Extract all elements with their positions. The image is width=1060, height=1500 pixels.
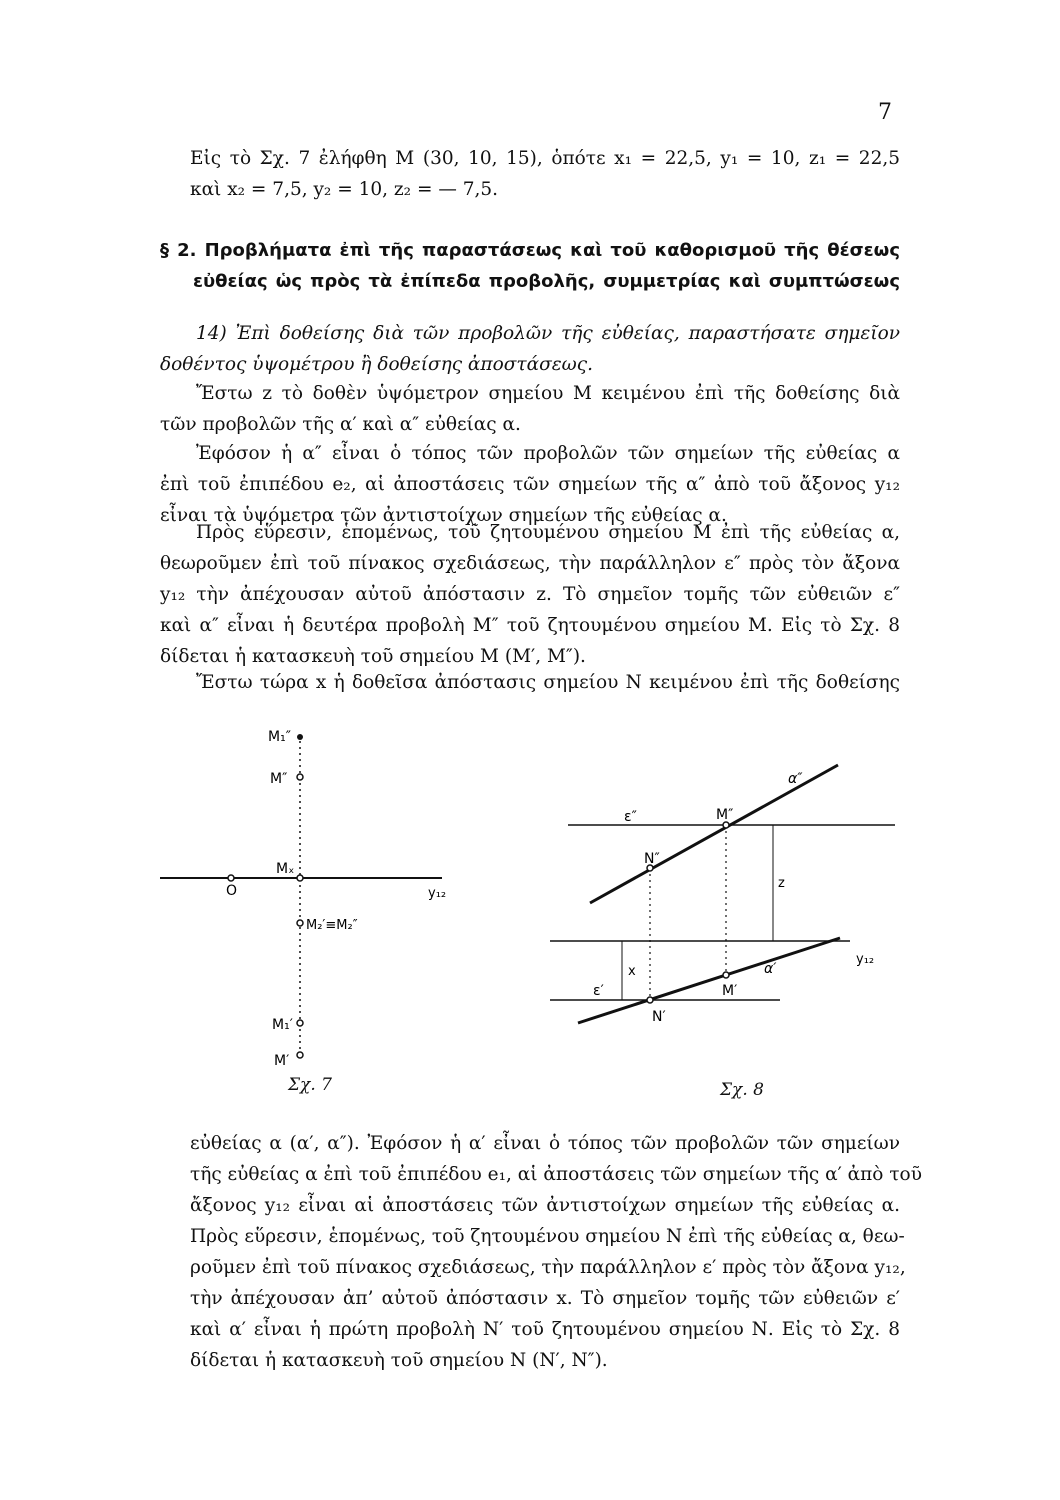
text-line: δίδεται ἡ κατασκευὴ τοῦ σημείου Ν (Ν′, Ν″). bbox=[190, 1350, 608, 1371]
paragraph-6 bbox=[190, 1128, 922, 1376]
point-m1p bbox=[297, 1020, 303, 1026]
text-line: δίδεται ἡ κατασκευὴ τοῦ σημείου Μ (Μ′, Μ″). bbox=[160, 646, 586, 667]
label-m2eq: M₂′≡M₂″ bbox=[306, 918, 358, 933]
point-mp bbox=[723, 972, 729, 978]
text-line: ἐπὶ τοῦ ἐπιπέδου e₂, αἱ ἀποστάσεις τῶν σημείων τῆς α″ ἀπὸ τοῦ ἄξονος y₁₂ bbox=[160, 474, 900, 495]
point-m2 bbox=[297, 920, 303, 926]
point-o bbox=[228, 875, 234, 881]
point-mx bbox=[297, 875, 303, 881]
label-np: N′ bbox=[652, 1009, 666, 1025]
label-alpha-pp: α″ bbox=[788, 771, 803, 787]
label-mp: M′ bbox=[274, 1053, 290, 1069]
figure-7-drawing bbox=[150, 715, 470, 1105]
label-y12: y₁₂ bbox=[856, 952, 875, 967]
section-title-line-2: εὐθείας ὡς πρὸς τὰ ἐπίπεδα προβολῆς, συμμετρίας καὶ συμπτώσεως bbox=[193, 271, 900, 292]
section-number: § 2. bbox=[160, 240, 197, 261]
text-line: δοθέντος ὑψομέτρου ἢ δοθείσης ἀποστάσεως. bbox=[160, 354, 593, 375]
text-line: ροῦμεν ἐπὶ τοῦ πίνακος σχεδιάσεως, τὴν παράλληλον ε′ πρὸς τὸν ἄξονα y₁₂, bbox=[190, 1257, 906, 1278]
text-line: 14) Ἐπὶ δοθείσης διὰ τῶν προβολῶν τῆς εὐθείας, παραστήσατε σημεῖον bbox=[196, 323, 900, 344]
text-line: εἶναι τὰ ὑψόμετρα τῶν ἀντιστοίχων σημείων τῆς εὐθείας α. bbox=[160, 505, 727, 526]
label-mx: Mₓ bbox=[276, 861, 295, 877]
section-heading bbox=[160, 235, 900, 297]
paragraph-4 bbox=[160, 517, 900, 672]
text-line: θεωροῦμεν ἐπὶ τοῦ πίνακος σχεδιάσεως, τὴν παράλληλον ε″ πρὸς τὸν ἄξονα bbox=[160, 553, 900, 574]
figure-7-caption: Σχ. 7 bbox=[288, 1075, 332, 1095]
label-x: x bbox=[628, 964, 636, 979]
text-line: καὶ α″ εἶναι ἡ δευτέρα προβολὴ Μ″ τοῦ ζητουμένου σημείου Μ. Εἰς τὸ Σχ. 8 bbox=[160, 615, 900, 636]
label-alpha-p: α′ bbox=[764, 961, 777, 977]
point-m1pp bbox=[297, 734, 303, 740]
text-line: Ἔστω τώρα x ἡ δοθεῖσα ἀπόστασις σημείου Ν κειμένου ἐπὶ τῆς δοθείσης bbox=[196, 672, 900, 693]
point-np bbox=[647, 997, 653, 1003]
label-z: z bbox=[778, 876, 785, 891]
text-line: τῶν προβολῶν τῆς α′ καὶ α″ εὐθείας α. bbox=[160, 414, 521, 435]
text-line: τῆς εὐθείας α ἐπὶ τοῦ ἐπιπέδου e₁, αἱ ἀποστάσεις τῶν σημείων τῆς α′ ἀπὸ τοῦ bbox=[190, 1164, 922, 1185]
figure-7 bbox=[150, 715, 470, 1105]
point-mp bbox=[297, 1052, 303, 1058]
label-o: O bbox=[226, 883, 238, 899]
text-line: καὶ α′ εἶναι ἡ πρώτη προβολὴ Ν′ τοῦ ζητουμένου σημείου Ν. Εἰς τὸ Σχ. 8 bbox=[190, 1319, 900, 1340]
text-line: Ἔστω z τὸ δοθὲν ὑψόμετρον σημείου Μ κειμένου ἐπὶ τῆς δοθείσης διὰ bbox=[196, 383, 900, 404]
text-line: y₁₂ τὴν ἀπέχουσαν αὐτοῦ ἀπόστασιν z. Τὸ σημεῖον τομῆς τῶν εὐθειῶν ε″ bbox=[160, 584, 900, 605]
label-eps-pp: ε″ bbox=[624, 809, 637, 825]
problem-statement bbox=[160, 318, 900, 380]
text-line: ἄξονος y₁₂ εἶναι αἱ ἀποστάσεις τῶν ἀντιστοίχων σημείων τῆς εὐθείας α. bbox=[190, 1195, 900, 1216]
label-y12: y₁₂ bbox=[428, 886, 447, 901]
label-mpp: M″ bbox=[270, 771, 288, 787]
label-mpp: M″ bbox=[716, 807, 734, 823]
paragraph-5 bbox=[160, 667, 900, 698]
label-mp: M′ bbox=[722, 983, 738, 999]
page-number: 7 bbox=[878, 100, 892, 125]
figure-8-drawing bbox=[540, 755, 900, 1055]
section-title-line-1: Προβλήματα ἐπὶ τῆς παραστάσεως καὶ τοῦ καθορισμοῦ τῆς θέσεως bbox=[204, 240, 900, 261]
label-eps-p: ε′ bbox=[593, 983, 604, 999]
text-line: Εἰς τὸ Σχ. 7 ἐλήφθη Μ (30, 10, 15), ὁπότε x₁ = 22,5, y₁ = 10, z₁ = 22,5 bbox=[190, 148, 900, 169]
label-npp: N″ bbox=[644, 851, 660, 867]
label-m1p: M₁′ bbox=[272, 1017, 293, 1033]
text-line: Πρὸς εὕρεσιν, ἑπομένως, τοῦ ζητουμένου σημείου Ν ἐπὶ τῆς εὐθείας α, θεω- bbox=[190, 1226, 905, 1247]
point-mpp bbox=[297, 774, 303, 780]
text-line: εὐθείας α (α′, α″). Ἐφόσον ἡ α′ εἶναι ὁ τόπος τῶν προβολῶν τῶν σημείων bbox=[190, 1133, 900, 1154]
label-m1pp: M₁″ bbox=[268, 729, 291, 745]
paragraph-intro bbox=[190, 143, 900, 205]
text-line: καὶ x₂ = 7,5, y₂ = 10, z₂ = — 7,5. bbox=[190, 179, 499, 200]
line-alpha-p bbox=[578, 938, 840, 1023]
text-line: Ἐφόσον ἡ α″ εἶναι ὁ τόπος τῶν προβολῶν τῶν σημείων τῆς εὐθείας α bbox=[196, 443, 900, 464]
figure-8-caption: Σχ. 8 bbox=[720, 1080, 764, 1100]
text-line: τὴν ἀπέχουσαν ἀπ’ αὐτοῦ ἀπόστασιν x. Τὸ σημεῖον τομῆς τῶν εὐθειῶν ε′ bbox=[190, 1288, 900, 1309]
text-line: Πρὸς εὕρεσιν, ἑπομένως, τοῦ ζητουμένου σημείου Μ ἐπὶ τῆς εὐθείας α, bbox=[196, 522, 900, 543]
figure-8 bbox=[540, 755, 900, 1055]
section-heading-line bbox=[160, 235, 900, 266]
paragraph-2 bbox=[160, 378, 900, 440]
